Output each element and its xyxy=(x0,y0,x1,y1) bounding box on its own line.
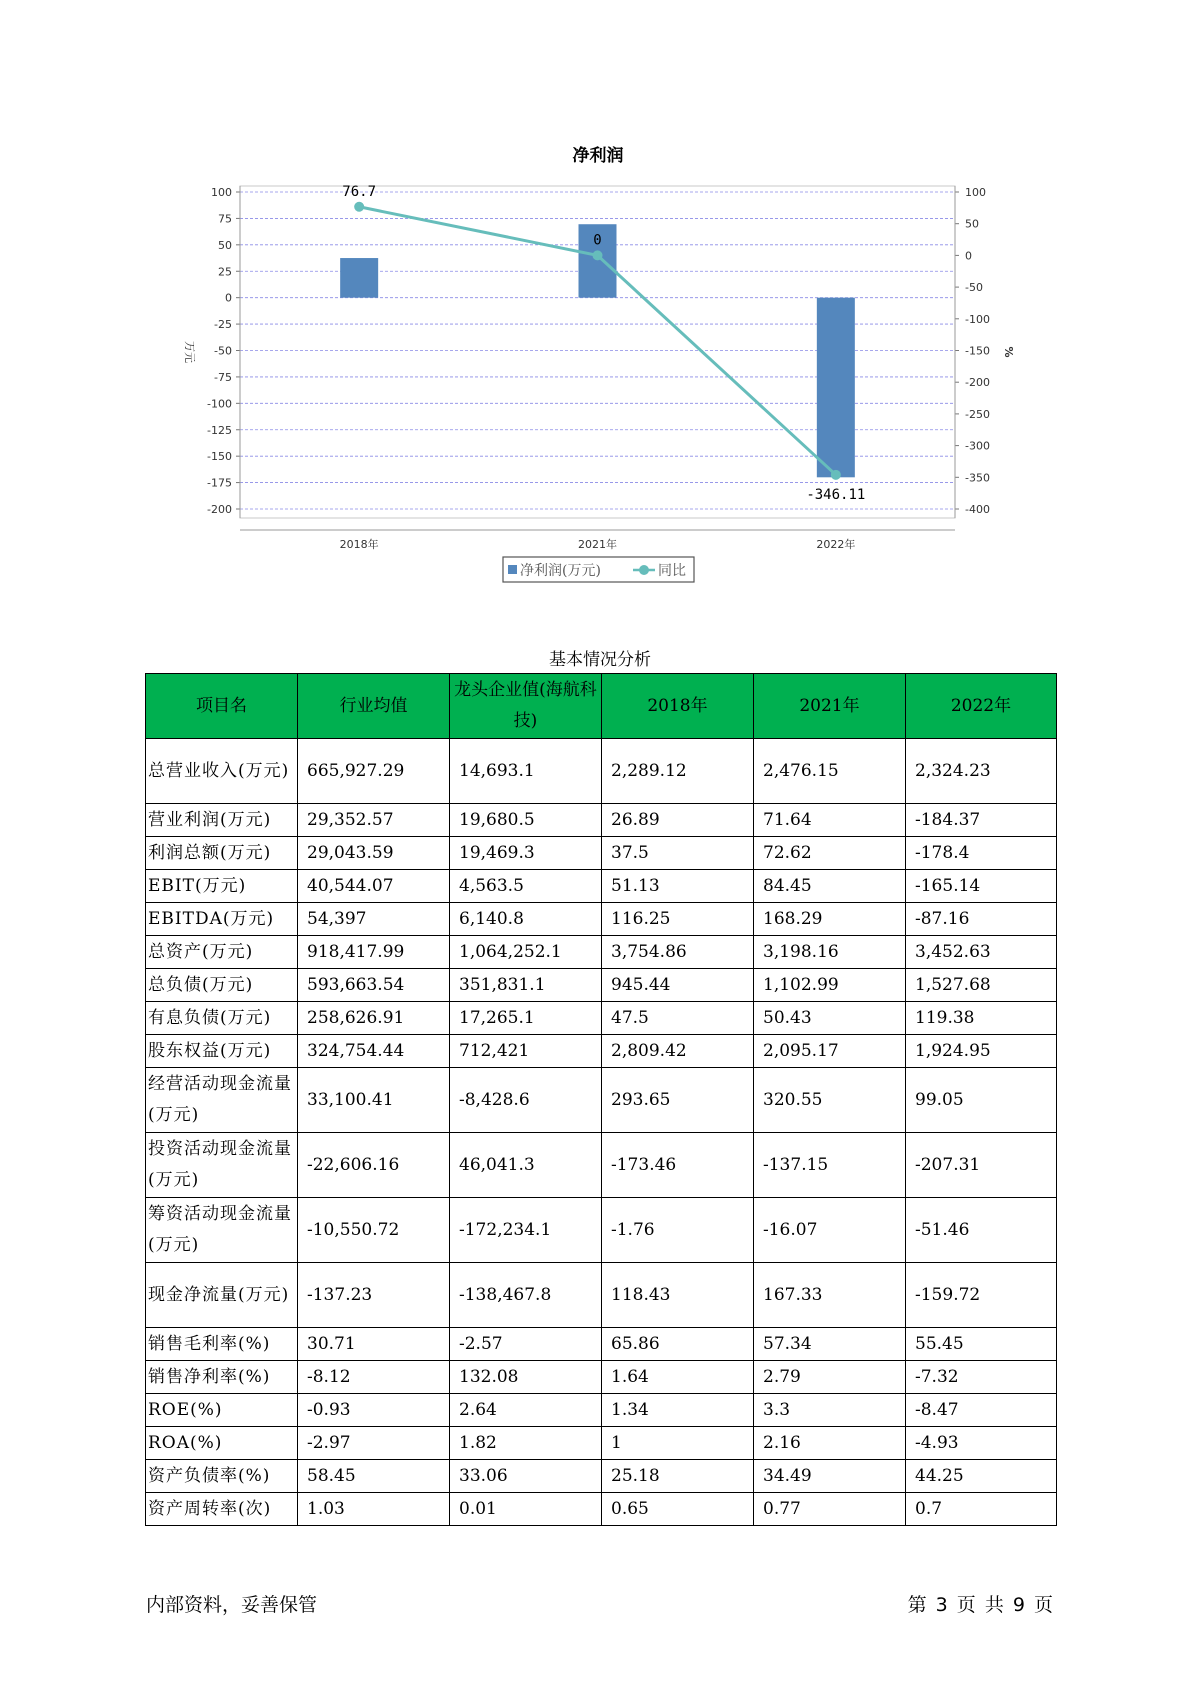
cell-leader-value: 46,041.3 xyxy=(450,1133,602,1198)
cell-value-2021: 3,198.16 xyxy=(754,936,906,969)
cell-value-2018: -173.46 xyxy=(602,1133,754,1198)
left-axis-tick-label: -175 xyxy=(207,476,232,490)
cell-value-2022: 2,324.23 xyxy=(906,739,1057,804)
yoy-point xyxy=(593,250,603,260)
right-axis-tick-label: -300 xyxy=(965,439,990,453)
left-axis-unit-label: 万元 xyxy=(183,341,196,363)
table-header-row xyxy=(146,674,1057,739)
cell-value-2022: 0.7 xyxy=(906,1493,1057,1526)
cell-leader-value: 712,421 xyxy=(450,1035,602,1068)
cell-item-name: 现金净流量(万元) xyxy=(146,1263,298,1328)
right-axis-tick-label: -50 xyxy=(965,281,983,295)
table-row xyxy=(146,1361,1057,1394)
cell-industry-avg: 33,100.41 xyxy=(298,1068,450,1133)
cell-value-2018: 945.44 xyxy=(602,969,754,1002)
legend-yoy-label: 同比 xyxy=(658,563,686,579)
table-row xyxy=(146,1460,1057,1493)
table-row xyxy=(146,837,1057,870)
right-axis-tick-label: -200 xyxy=(965,376,990,390)
cell-industry-avg: 54,397 xyxy=(298,903,450,936)
cell-value-2018: 1 xyxy=(602,1427,754,1460)
yoy-data-label: -346.11 xyxy=(806,486,866,503)
header-2018: 2018年 xyxy=(602,674,754,739)
net-profit-bar xyxy=(340,258,378,298)
cell-value-2022: -178.4 xyxy=(906,837,1057,870)
cell-leader-value: -8,428.6 xyxy=(450,1068,602,1133)
table-row xyxy=(146,1427,1057,1460)
cell-value-2021: 2.16 xyxy=(754,1427,906,1460)
cell-value-2022: 99.05 xyxy=(906,1068,1057,1133)
footer-confidential-note: 内部资料，妥善保管 xyxy=(146,1594,318,1616)
cell-industry-avg: -8.12 xyxy=(298,1361,450,1394)
cell-leader-value: 2.64 xyxy=(450,1394,602,1427)
header-2021: 2021年 xyxy=(754,674,906,739)
cell-industry-avg: -2.97 xyxy=(298,1427,450,1460)
cell-industry-avg: 58.45 xyxy=(298,1460,450,1493)
cell-item-name: 有息负债(万元) xyxy=(146,1002,298,1035)
cell-item-name: 销售净利率(%) xyxy=(146,1361,298,1394)
cell-value-2022: -184.37 xyxy=(906,804,1057,837)
cell-value-2021: 84.45 xyxy=(754,870,906,903)
cell-leader-value: 1,064,252.1 xyxy=(450,936,602,969)
cell-item-name: 利润总额(万元) xyxy=(146,837,298,870)
cell-industry-avg: 324,754.44 xyxy=(298,1035,450,1068)
cell-value-2022: -8.47 xyxy=(906,1394,1057,1427)
cell-item-name: EBIT(万元) xyxy=(146,870,298,903)
cell-value-2018: 37.5 xyxy=(602,837,754,870)
right-axis-tick-label: 0 xyxy=(965,249,972,263)
right-axis-tick-label: -150 xyxy=(965,344,990,358)
x-axis-category-label: 2021年 xyxy=(578,538,617,551)
cell-leader-value: 132.08 xyxy=(450,1361,602,1394)
cell-value-2018: 47.5 xyxy=(602,1002,754,1035)
cell-value-2021: 2,476.15 xyxy=(754,739,906,804)
cell-leader-value: 351,831.1 xyxy=(450,969,602,1002)
table-row xyxy=(146,870,1057,903)
header-item-name: 项目名 xyxy=(146,674,298,739)
cell-value-2018: 2,809.42 xyxy=(602,1035,754,1068)
cell-value-2018: 25.18 xyxy=(602,1460,754,1493)
right-axis-tick-label: -350 xyxy=(965,471,990,485)
cell-value-2021: 0.77 xyxy=(754,1493,906,1526)
cell-leader-value: 4,563.5 xyxy=(450,870,602,903)
cell-item-name: 股东权益(万元) xyxy=(146,1035,298,1068)
right-axis-tick-label: 100 xyxy=(965,186,986,199)
cell-value-2021: 2.79 xyxy=(754,1361,906,1394)
right-axis-tick-label: -250 xyxy=(965,407,990,421)
cell-item-name: 总营业收入(万元) xyxy=(146,739,298,804)
legend-bar-swatch xyxy=(508,565,517,574)
table-body xyxy=(146,739,1057,1526)
cell-value-2018: 293.65 xyxy=(602,1068,754,1133)
cell-leader-value: 17,265.1 xyxy=(450,1002,602,1035)
yoy-data-label: 76.7 xyxy=(342,183,377,200)
chart-title: 净利润 xyxy=(572,146,624,166)
table-row xyxy=(146,1263,1057,1328)
left-axis-tick-label: -50 xyxy=(214,344,232,358)
cell-industry-avg: -22,606.16 xyxy=(298,1133,450,1198)
cell-value-2018: 0.65 xyxy=(602,1493,754,1526)
left-axis-tick-label: 25 xyxy=(218,265,232,279)
cell-item-name: ROE(%) xyxy=(146,1394,298,1427)
cell-value-2018: 2,289.12 xyxy=(602,739,754,804)
table-row xyxy=(146,1002,1057,1035)
cell-leader-value: 6,140.8 xyxy=(450,903,602,936)
cell-value-2018: -1.76 xyxy=(602,1198,754,1263)
cell-value-2021: -137.15 xyxy=(754,1133,906,1198)
left-axis-tick-label: -150 xyxy=(207,450,232,464)
cell-leader-value: 14,693.1 xyxy=(450,739,602,804)
left-axis-tick-label: -125 xyxy=(207,423,232,437)
cell-value-2022: -165.14 xyxy=(906,870,1057,903)
cell-value-2022: 119.38 xyxy=(906,1002,1057,1035)
cell-industry-avg: 1.03 xyxy=(298,1493,450,1526)
cell-value-2018: 116.25 xyxy=(602,903,754,936)
header-industry-avg: 行业均值 xyxy=(298,674,450,739)
table-row xyxy=(146,1133,1057,1198)
cell-value-2018: 65.86 xyxy=(602,1328,754,1361)
table-row xyxy=(146,936,1057,969)
cell-value-2022: -87.16 xyxy=(906,903,1057,936)
cell-value-2022: -51.46 xyxy=(906,1198,1057,1263)
cell-value-2022: 44.25 xyxy=(906,1460,1057,1493)
table-row xyxy=(146,1035,1057,1068)
cell-leader-value: 1.82 xyxy=(450,1427,602,1460)
table-row xyxy=(146,804,1057,837)
cell-value-2022: -4.93 xyxy=(906,1427,1057,1460)
cell-industry-avg: 593,663.54 xyxy=(298,969,450,1002)
legend-line-marker xyxy=(639,565,649,575)
cell-industry-avg: 30.71 xyxy=(298,1328,450,1361)
cell-value-2021: 3.3 xyxy=(754,1394,906,1427)
cell-leader-value: 33.06 xyxy=(450,1460,602,1493)
yoy-data-label: 0 xyxy=(593,232,602,249)
net-profit-chart xyxy=(0,0,1191,600)
cell-value-2021: 168.29 xyxy=(754,903,906,936)
cell-value-2021: 1,102.99 xyxy=(754,969,906,1002)
cell-value-2022: -159.72 xyxy=(906,1263,1057,1328)
cell-industry-avg: 40,544.07 xyxy=(298,870,450,903)
table-caption: 基本情况分析 xyxy=(549,650,651,670)
right-axis-tick-label: -100 xyxy=(965,312,990,326)
left-axis-tick-label: -200 xyxy=(207,503,232,516)
cell-industry-avg: 918,417.99 xyxy=(298,936,450,969)
cell-value-2021: 34.49 xyxy=(754,1460,906,1493)
cell-value-2021: 2,095.17 xyxy=(754,1035,906,1068)
cell-item-name: 总负债(万元) xyxy=(146,969,298,1002)
cell-industry-avg: 29,043.59 xyxy=(298,837,450,870)
cell-value-2022: 55.45 xyxy=(906,1328,1057,1361)
cell-value-2018: 1.64 xyxy=(602,1361,754,1394)
table-row xyxy=(146,969,1057,1002)
yoy-point xyxy=(354,202,364,212)
cell-item-name: 营业利润(万元) xyxy=(146,804,298,837)
yoy-point xyxy=(831,470,841,480)
cell-industry-avg: 29,352.57 xyxy=(298,804,450,837)
table-row xyxy=(146,903,1057,936)
left-axis-tick-label: 75 xyxy=(218,212,232,226)
cell-leader-value: -172,234.1 xyxy=(450,1198,602,1263)
left-axis-tick-label: 50 xyxy=(218,238,232,252)
cell-value-2018: 26.89 xyxy=(602,804,754,837)
basic-analysis-table xyxy=(145,673,1057,1526)
header-leader-value: 龙头企业值(海航科技) xyxy=(450,674,602,739)
cell-item-name: EBITDA(万元) xyxy=(146,903,298,936)
cell-industry-avg: -137.23 xyxy=(298,1263,450,1328)
cell-value-2021: 50.43 xyxy=(754,1002,906,1035)
cell-value-2018: 1.34 xyxy=(602,1394,754,1427)
left-axis-tick-label: -75 xyxy=(214,370,232,384)
cell-item-name: 资产周转率(次) xyxy=(146,1493,298,1526)
cell-item-name: 经营活动现金流量(万元) xyxy=(146,1068,298,1133)
cell-industry-avg: -10,550.72 xyxy=(298,1198,450,1263)
table-row xyxy=(146,1394,1057,1427)
cell-value-2022: 3,452.63 xyxy=(906,936,1057,969)
cell-leader-value: 0.01 xyxy=(450,1493,602,1526)
cell-value-2022: -7.32 xyxy=(906,1361,1057,1394)
cell-value-2021: -16.07 xyxy=(754,1198,906,1263)
cell-industry-avg: 258,626.91 xyxy=(298,1002,450,1035)
cell-item-name: 投资活动现金流量(万元) xyxy=(146,1133,298,1198)
table-row xyxy=(146,1328,1057,1361)
right-axis-tick-label: -400 xyxy=(965,503,990,516)
cell-value-2021: 72.62 xyxy=(754,837,906,870)
cell-item-name: 筹资活动现金流量(万元) xyxy=(146,1198,298,1263)
cell-leader-value: -138,467.8 xyxy=(450,1263,602,1328)
cell-leader-value: -2.57 xyxy=(450,1328,602,1361)
table-row xyxy=(146,739,1057,804)
right-axis-tick-label: 50 xyxy=(965,217,979,231)
cell-value-2022: 1,527.68 xyxy=(906,969,1057,1002)
cell-leader-value: 19,469.3 xyxy=(450,837,602,870)
left-axis-tick-label: 0 xyxy=(225,291,232,305)
cell-value-2018: 118.43 xyxy=(602,1263,754,1328)
cell-value-2018: 3,754.86 xyxy=(602,936,754,969)
left-axis-tick-label: 100 xyxy=(211,186,232,199)
cell-value-2021: 320.55 xyxy=(754,1068,906,1133)
left-axis-tick-label: -25 xyxy=(214,318,232,332)
cell-leader-value: 19,680.5 xyxy=(450,804,602,837)
cell-value-2022: 1,924.95 xyxy=(906,1035,1057,1068)
legend-net-profit-label: 净利润(万元) xyxy=(520,563,601,579)
x-axis-category-label: 2022年 xyxy=(816,538,856,551)
table-row xyxy=(146,1068,1057,1133)
cell-value-2021: 57.34 xyxy=(754,1328,906,1361)
right-axis-unit-label: % xyxy=(1002,346,1015,358)
table-row xyxy=(146,1493,1057,1526)
cell-item-name: ROA(%) xyxy=(146,1427,298,1460)
cell-item-name: 销售毛利率(%) xyxy=(146,1328,298,1361)
cell-industry-avg: -0.93 xyxy=(298,1394,450,1427)
net-profit-bar xyxy=(817,298,855,478)
cell-value-2022: -207.31 xyxy=(906,1133,1057,1198)
x-axis-category-label: 2018年 xyxy=(339,538,379,551)
cell-item-name: 资产负债率(%) xyxy=(146,1460,298,1493)
cell-item-name: 总资产(万元) xyxy=(146,936,298,969)
table-row xyxy=(146,1198,1057,1263)
cell-value-2018: 51.13 xyxy=(602,870,754,903)
footer-page-number: 第 3 页 共 9 页 xyxy=(907,1594,1053,1616)
cell-value-2021: 71.64 xyxy=(754,804,906,837)
cell-industry-avg: 665,927.29 xyxy=(298,739,450,804)
header-2022: 2022年 xyxy=(906,674,1057,739)
left-axis-tick-label: -100 xyxy=(207,397,232,411)
cell-value-2021: 167.33 xyxy=(754,1263,906,1328)
